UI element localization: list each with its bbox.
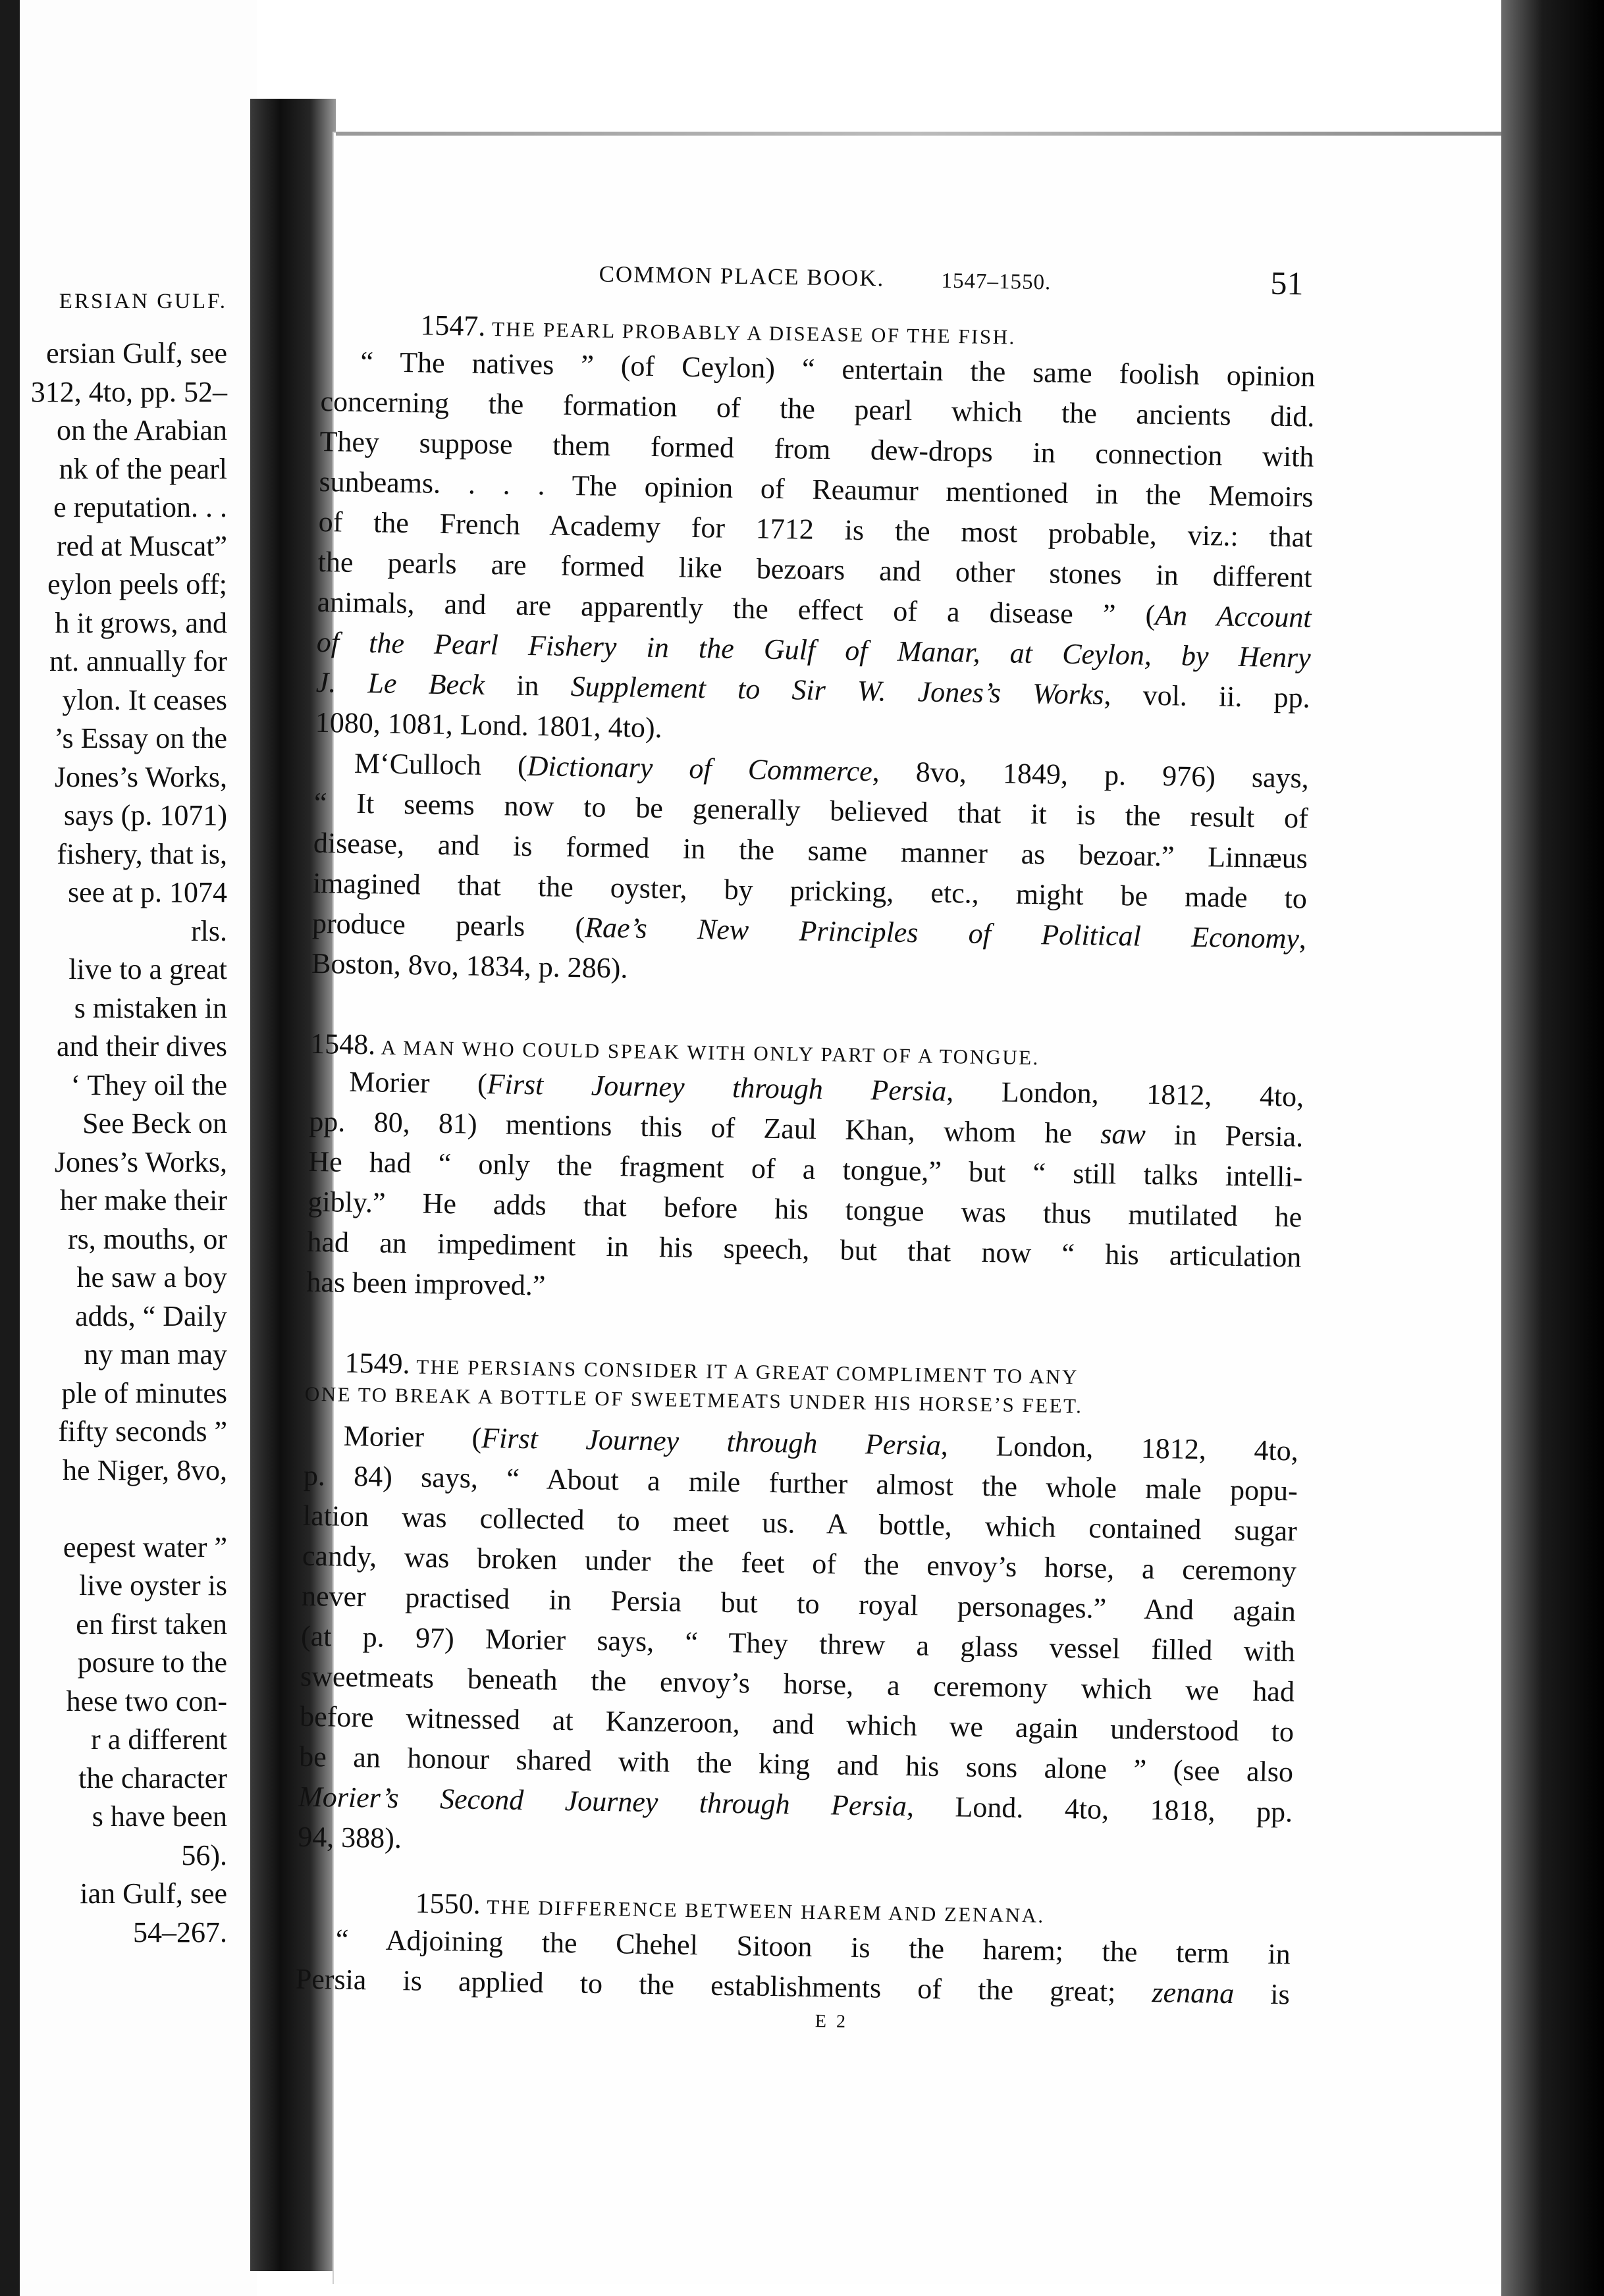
line: before witnessed at Kanzeroon, and which we again understood to (299, 1700, 1295, 1748)
line: of the Pearl Fishery in the Gulf of Manar, at Ceylon, by Henry (316, 625, 1312, 674)
left-page-line: eylon peels off; (47, 568, 227, 600)
line: 1080, 1081, Lond. 1801, 4to). (315, 706, 662, 744)
line: M‘Culloch (Dictionary of Commerce, 8vo, 1849, p. 976) says, (354, 746, 1310, 795)
entry-number: 1549. (344, 1346, 410, 1380)
left-page-line: 56). (181, 1839, 227, 1871)
left-page-line: live oyster is (79, 1569, 227, 1602)
entry-heading: A MAN WHO COULD SPEAK WITH ONLY PART OF A TONGUE. (381, 1035, 1040, 1070)
signature-mark: E 2 (815, 2011, 849, 2032)
left-page-line: ersian Gulf, see (46, 337, 227, 369)
line: Morier’s Second Journey through Persia, Lond. 4to, 1818, pp. (298, 1780, 1293, 1829)
line: concerning the formation of the pearl which the ancients did. (320, 384, 1315, 433)
left-page-line: rls. (191, 914, 227, 947)
left-page-line: ylon. It ceases (62, 683, 227, 716)
paragraph (306, 1061, 1304, 1318)
line: lation was collected to meet us. A bottle, which contained sugar (302, 1499, 1298, 1548)
entry-1549 (298, 1348, 1300, 1873)
line: produce pearls (Rae’s New Principles of Political Economy, (311, 906, 1307, 955)
left-page-line: rs, mouths, or (68, 1222, 227, 1255)
left-page-line: ian Gulf, see (80, 1877, 227, 1910)
left-page-line (20, 1490, 227, 1528)
left-page-line: on the Arabian (56, 414, 227, 446)
left-page-line: he saw a boy (76, 1261, 227, 1293)
left-page-line: en first taken (76, 1607, 227, 1640)
line: Persia is applied to the establishments of the great; zenana is (295, 1962, 1291, 2011)
left-page-line: h it grows, and (55, 606, 227, 639)
left-page-header: ERSIAN GULF. (59, 290, 227, 313)
left-page-line: ple of minutes (61, 1376, 227, 1409)
line: J. Le Beck in Supplement to Sir W. Jones’s Works, vol. ii. pp. (315, 665, 1311, 714)
paragraph (315, 341, 1315, 758)
left-page-line: red at Muscat” (57, 529, 227, 562)
left-page-line: ny man may (84, 1338, 227, 1370)
line: never practised in Persia but to royal personages.” And again (301, 1579, 1297, 1628)
line: Morier (First Journey through Persia, London, 1812, 4to, (348, 1065, 1304, 1113)
line: the pearls are formed like bezoars and other stones in different (317, 545, 1312, 594)
left-page-line: see at p. 1074 (68, 876, 227, 908)
left-page-line: s have been (92, 1800, 227, 1833)
line: They suppose them formed from dew-drops in connection with (319, 425, 1314, 473)
line: “ It seems now to be generally believed that it is the result of (313, 786, 1309, 835)
left-page-line: ’s Essay on the (54, 722, 227, 754)
entry-title-continued: ONE TO BREAK A BOTTLE OF SWEETMEATS UNDER HIS HORSE’S FEET. (304, 1382, 1083, 1418)
line: (at p. 97) Morier says, “ They threw a glass vessel filled with (300, 1619, 1296, 1668)
paragraph (311, 743, 1310, 999)
line: candy, was broken under the feet of the envoy’s horse, a ceremony (302, 1539, 1297, 1588)
left-page-line: fifty seconds ” (58, 1415, 227, 1448)
entry-number: 1547. (420, 309, 486, 342)
page-content (295, 257, 1317, 2039)
line: Boston, 8vo, 1834, p. 286). (311, 947, 628, 985)
left-page-line: See Beck on (82, 1107, 227, 1139)
line: gibly.” He adds that before his tongue was thus mutilated he (307, 1185, 1302, 1234)
paragraph (295, 1919, 1291, 2015)
line: Morier (First Journey through Persia, London, 1812, 4to, (343, 1419, 1299, 1467)
left-page-line: 54–267. (133, 1916, 227, 1948)
left-page-line: hese two con- (66, 1684, 227, 1717)
line: “ Adjoining the Chehel Sitoon is the harem; the term in (335, 1923, 1291, 1971)
left-page-line: the character (78, 1761, 227, 1794)
left-page-line: posure to the (77, 1646, 227, 1679)
entry-1548 (306, 1027, 1304, 1318)
page-top-edge (336, 132, 1501, 136)
left-page-line: r a different (91, 1723, 227, 1756)
running-title: COMMON PLACE BOOK. (599, 261, 885, 292)
left-page-line: e reputation. . . (53, 491, 227, 523)
book-edge-right (1501, 0, 1604, 2296)
left-page-lines (20, 334, 227, 1952)
left-page-line: nk of the pearl (59, 452, 227, 485)
left-page (20, 0, 257, 2296)
entry-number: 1550. (415, 1887, 481, 1921)
line: pp. 80, 81) mentions this of Zaul Khan, whom he saw in Persia. (308, 1105, 1304, 1153)
left-page-line: he Niger, 8vo, (63, 1453, 227, 1486)
line: p. 84) says, “ About a mile further almost the whole male popu- (303, 1459, 1298, 1507)
left-page-text (20, 290, 227, 1952)
entry-range: 1547–1550. (941, 269, 1052, 295)
line: be an honour shared with the king and his sons alone ” (see also (298, 1740, 1294, 1788)
entry-1547 (311, 309, 1316, 999)
line: disease, and is formed in the same manner as bezoar.” Linnæus (313, 826, 1308, 875)
left-page-line: her make their (59, 1184, 227, 1216)
left-page-line: fishery, that is, (57, 837, 227, 870)
entry-number: 1548. (309, 1027, 376, 1061)
line: animals, and are apparently the effect of a disease ” (An Account (317, 585, 1312, 634)
line: sweetmeats beneath the envoy’s horse, a ceremony which we had (300, 1659, 1295, 1708)
left-page-line: ‘ They oil the (70, 1068, 227, 1101)
line: imagined that the oyster, by pricking, etc., might be made to (312, 866, 1308, 915)
line: He had “ only the fragment of a tongue,” but “ still talks intelli- (308, 1145, 1303, 1193)
page-number: 51 (1270, 264, 1304, 302)
paragraph (298, 1415, 1298, 1873)
line: of the French Academy for 1712 is the most probable, viz.: that (318, 505, 1313, 554)
entry-heading: THE PEARL PROBABLY A DISEASE OF THE FISH. (491, 317, 1017, 349)
line: “ The natives ” (of Ceylon) “ entertain the same foolish opinion (360, 345, 1316, 393)
book-edge-left (0, 0, 20, 2296)
left-page-line: 312, 4to, pp. 52– (30, 375, 227, 408)
left-page-line: eepest water ” (63, 1530, 227, 1563)
left-page-line: says (p. 1071) (63, 799, 227, 831)
line: had an impediment in his speech, but that now “ his articulation (307, 1225, 1302, 1274)
left-page-line: and their dives (56, 1030, 227, 1062)
line: has been improved.” (306, 1265, 546, 1302)
left-page-line: Jones’s Works, (54, 760, 227, 793)
line: sunbeams. . . . The opinion of Reaumur mentioned in the Memoirs (319, 465, 1314, 513)
line: 94, 388). (297, 1820, 402, 1855)
entry-1550 (295, 1887, 1291, 2015)
left-page-line: adds, “ Daily (75, 1299, 227, 1332)
left-page-line: Jones’s Works, (54, 1145, 227, 1178)
left-page-line: nt. annually for (49, 645, 227, 677)
left-page-line: live to a great (68, 953, 227, 985)
entry-heading: THE PERSIANS CONSIDER IT A GREAT COMPLIMENT TO ANY (415, 1355, 1079, 1389)
entry-heading: THE DIFFERENCE BETWEEN HAREM AND ZENANA. (487, 1895, 1045, 1927)
left-page-line: s mistaken in (74, 991, 227, 1024)
